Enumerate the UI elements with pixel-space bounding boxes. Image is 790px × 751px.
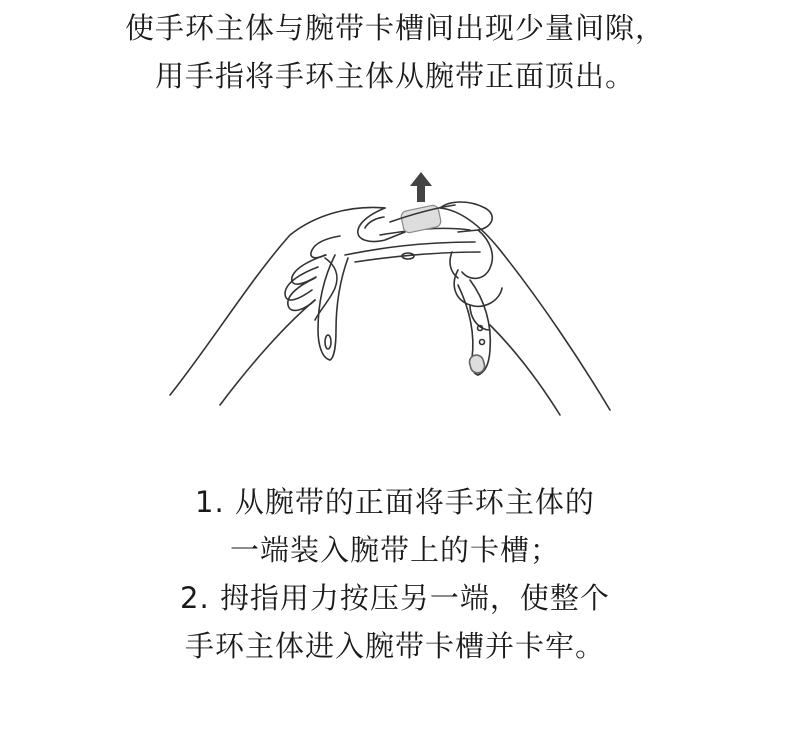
step-line-4: 手环主体进入腕带卡槽并卡牢。: [184, 629, 605, 663]
step-line-2: 一端装入腕带上的卡槽；: [229, 533, 560, 567]
hands-removing-band-illustration: [140, 160, 650, 420]
hands-removing-band-core-illustration: [140, 160, 650, 420]
installation-steps: [0, 478, 790, 670]
step-line-3: 2. 拇指用力按压另一端，使整个: [180, 581, 610, 615]
instruction-line-2: 用手指将手环主体从腕带正面顶出。: [154, 59, 635, 93]
instruction-line-1: 使手环主体与腕带卡槽间出现少量间隙，: [124, 11, 665, 45]
step-line-1: 1. 从腕带的正面将手环主体的: [195, 485, 595, 519]
up-arrow-icon: [410, 172, 432, 202]
removal-instructions: [0, 4, 790, 100]
